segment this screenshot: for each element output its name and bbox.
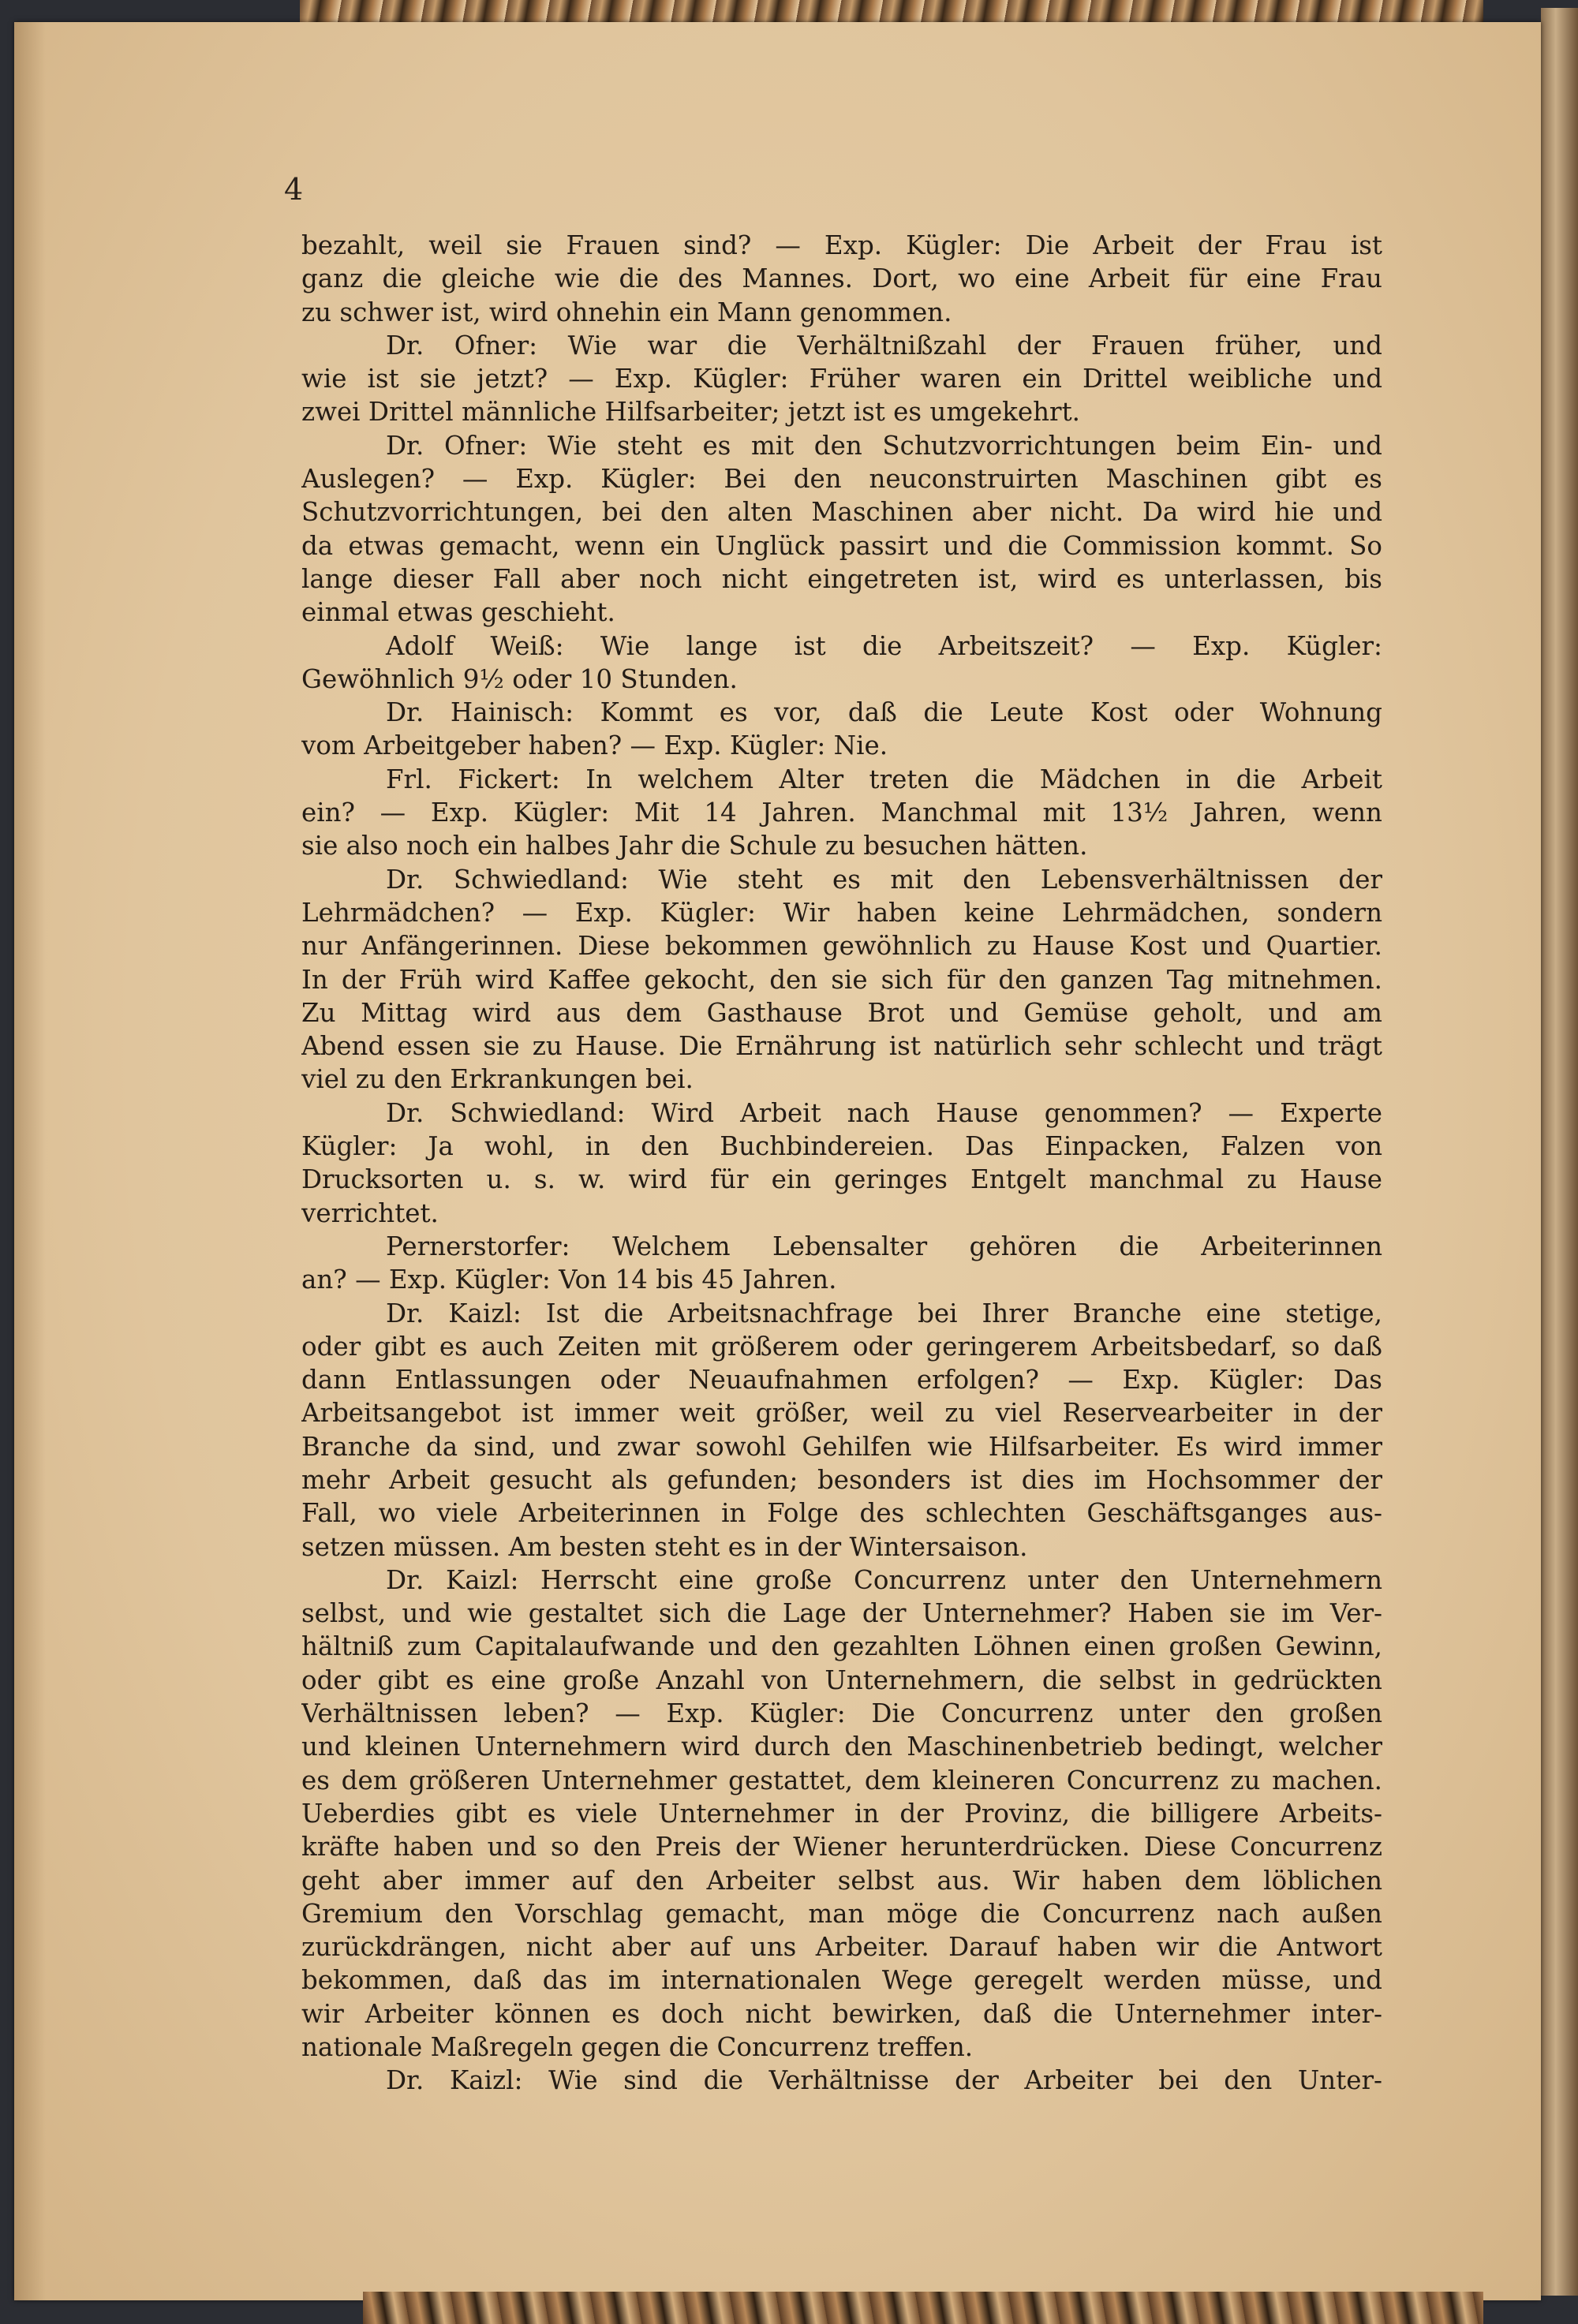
text-line: bekommen, daß das im internationalen Wege geregelt werden müsse, und: [301, 1965, 1382, 1996]
text-line: einmal etwas geschieht.: [301, 597, 615, 628]
text-line: geht aber immer auf den Arbeiter selbst aus. Wir haben dem löblichen: [301, 1865, 1382, 1896]
text-line: wir Arbeiter können es doch nicht bewirken, daß die Unternehmer inter-: [301, 1998, 1382, 2029]
text-line: Lehrmädchen? — Exp. Kügler: Wir haben keine Lehrmädchen, sondern: [301, 897, 1382, 928]
text-line: Gewöhnlich 9½ oder 10 Stunden.: [301, 663, 738, 694]
text-line: Frl. Fickert: In welchem Alter treten die Mädchen in die Arbeit: [386, 764, 1382, 794]
text-line: lange dieser Fall aber noch nicht eingetreten ist, wird es unterlassen, bis: [301, 563, 1382, 594]
text-line: Dr. Kaizl: Herrscht eine große Concurrenz unter den Unternehmern: [386, 1564, 1382, 1595]
text-line: verrichtet.: [301, 1197, 439, 1228]
text-line: Branche da sind, und zwar sowohl Gehilfen wie Hilfsarbeiter. Es wird immer: [301, 1431, 1382, 1462]
page-gutter-shadow: [14, 22, 46, 2300]
text-line: Verhältnissen leben? — Exp. Kügler: Die Concurrenz unter den großen: [301, 1698, 1382, 1729]
text-line: selbst, und wie gestaltet sich die Lage der Unternehmer? Haben sie im Ver-: [301, 1598, 1382, 1629]
text-line: Dr. Schwiedland: Wie steht es mit den Lebensverhältnissen der: [386, 864, 1382, 895]
text-line: Dr. Schwiedland: Wird Arbeit nach Hause genommen? — Experte: [386, 1097, 1382, 1128]
text-line: setzen müssen. Am besten steht es in der Wintersaison.: [301, 1531, 1028, 1562]
text-line: Auslegen? — Exp. Kügler: Bei den neuconstruirten Maschinen gibt es: [301, 464, 1382, 495]
text-line: zu schwer ist, wird ohnehin ein Mann genommen.: [301, 297, 952, 327]
book-spine-edge: [1541, 8, 1578, 2296]
text-line: dann Entlassungen oder Neuaufnahmen erfolgen? — Exp. Kügler: Das: [301, 1365, 1382, 1396]
text-line: Drucksorten u. s. w. wird für ein geringes Entgelt manchmal zu Hause: [301, 1164, 1382, 1195]
text-line: bezahlt, weil sie Frauen sind? — Exp. Kügler: Die Arbeit der Frau ist: [301, 230, 1382, 260]
text-line: Fall, wo viele Arbeiterinnen in Folge des schlechten Geschäftsganges aus-: [301, 1498, 1382, 1529]
text-line: Zu Mittag wird aus dem Gasthause Brot und Gemüse geholt, und am: [301, 997, 1382, 1028]
text-line: Dr. Kaizl: Wie sind die Verhältnisse der Arbeiter bei den Unter-: [386, 2065, 1382, 2096]
text-line: Adolf Weiß: Wie lange ist die Arbeitszeit? — Exp. Kügler:: [386, 630, 1382, 661]
text-line: hältniß zum Capitalaufwande und den gezahlten Löhnen einen großen Gewinn,: [301, 1631, 1382, 1662]
text-line: Gremium den Vorschlag gemacht, man möge die Concurrenz nach außen: [301, 1898, 1382, 1929]
text-line: oder gibt es eine große Anzahl von Unternehmern, die selbst in gedrückten: [301, 1665, 1382, 1695]
text-line: es dem größeren Unternehmer gestattet, dem kleineren Concurrenz zu machen.: [301, 1765, 1382, 1795]
text-line: nationale Maßregeln gegen die Concurrenz treffen.: [301, 2032, 974, 2063]
text-line: ganz die gleiche wie die des Mannes. Dort, wo eine Arbeit für eine Frau: [301, 263, 1382, 294]
text-line: vom Arbeitgeber haben? — Exp. Kügler: Nie.: [301, 730, 888, 761]
text-line: nur Anfängerinnen. Diese bekommen gewöhnlich zu Hause Kost und Quartier.: [301, 931, 1382, 962]
text-line: Ueberdies gibt es viele Unternehmer in der Provinz, die billigere Arbeits-: [301, 1798, 1382, 1829]
text-line: ein? — Exp. Kügler: Mit 14 Jahren. Manchmal mit 13½ Jahren, wenn: [301, 798, 1382, 828]
body-text: [301, 229, 1382, 2098]
page-number: 4: [284, 172, 304, 207]
text-line: viel zu den Erkrankungen bei.: [301, 1064, 694, 1095]
text-line: Dr. Kaizl: Ist die Arbeitsnachfrage bei Ihrer Branche eine stetige,: [386, 1298, 1382, 1328]
text-line: kräfte haben und so den Preis der Wiener herunterdrücken. Diese Concurrenz: [301, 1832, 1382, 1863]
text-line: an? — Exp. Kügler: Von 14 bis 45 Jahren.: [301, 1265, 837, 1295]
text-line: und kleinen Unternehmern wird durch den Maschinenbetrieb bedingt, welcher: [301, 1732, 1382, 1762]
text-line: zwei Drittel männliche Hilfsarbeiter; jetzt ist es umgekehrt.: [301, 397, 1080, 428]
text-line: Arbeitsangebot ist immer weit größer, weil zu viel Reservearbeiter in der: [301, 1398, 1382, 1429]
text-line: Schutzvorrichtungen, bei den alten Maschinen aber nicht. Da wird hie und: [301, 497, 1382, 528]
text-line: In der Früh wird Kaffee gekocht, den sie sich für den ganzen Tag mitnehmen.: [301, 964, 1382, 995]
text-line: Dr. Hainisch: Kommt es vor, daß die Leute Kost oder Wohnung: [386, 697, 1382, 728]
text-line: sie also noch ein halbes Jahr die Schule zu besuchen hätten.: [301, 831, 1088, 861]
text-line: Dr. Ofner: Wie war die Verhältnißzahl der Frauen früher, und: [386, 330, 1382, 361]
text-line: da etwas gemacht, wenn ein Unglück passirt und die Commission kommt. So: [301, 530, 1382, 561]
marbled-edge-bottom: [363, 2292, 1483, 2324]
text-line: oder gibt es auch Zeiten mit größerem oder geringerem Arbeitsbedarf, so daß: [301, 1331, 1382, 1362]
text-line: zurückdrängen, nicht aber auf uns Arbeiter. Darauf haben wir die Antwort: [301, 1932, 1382, 1963]
text-line: Pernerstorfer: Welchem Lebensalter gehören die Arbeiterinnen: [386, 1231, 1382, 1261]
text-line: wie ist sie jetzt? — Exp. Kügler: Früher waren ein Drittel weibliche und: [301, 364, 1382, 394]
text-line: mehr Arbeit gesucht als gefunden; besonders ist dies im Hochsommer der: [301, 1464, 1382, 1495]
text-line: Dr. Ofner: Wie steht es mit den Schutzvorrichtungen beim Ein- und: [386, 430, 1382, 461]
text-line: Abend essen sie zu Hause. Die Ernährung ist natürlich sehr schlecht und trägt: [301, 1031, 1382, 1062]
marbled-edge-top: [300, 0, 1483, 24]
text-line: Kügler: Ja wohl, in den Buchbindereien. Das Einpacken, Falzen von: [301, 1131, 1382, 1162]
